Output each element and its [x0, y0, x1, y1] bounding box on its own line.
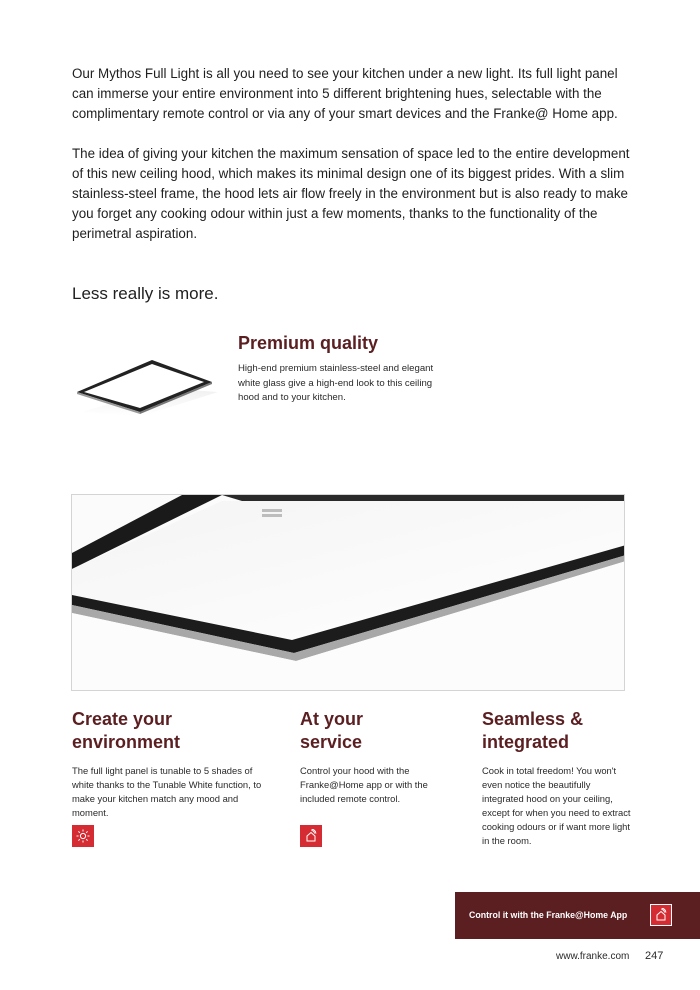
premium-quality-title: Premium quality: [238, 333, 379, 353]
feature-at-your-service: [300, 708, 450, 806]
intro-paragraph-1: Our Mythos Full Light is all you need to see your kitchen under a new light. Its full light panel can immerse your entire environment into 5 different brightening hues, selectable with the complimentary remote control or via any of your smart devices and the Franke@ Home app.: [72, 66, 618, 121]
feature-title-line-2: service: [300, 732, 363, 752]
sun-icon: [72, 825, 94, 847]
premium-quality-text: High-end premium stainless-steel and elegant white glass give a high-end look to this ceiling hood and to your kitchen.: [238, 363, 434, 403]
cta-label: Control it with the Franke@Home App: [469, 910, 628, 920]
feature-text: Cook in total freedom! You won't even notice the beautifully integrated hood on your ceiling, except for when you need to extract cooking odours or if want more light in the room.: [482, 765, 631, 846]
feature-title: [72, 708, 272, 754]
intro-paragraph-2: The idea of giving your kitchen the maximum sensation of space led to the entire development of this new ceiling hood, which makes its minimal design one of its biggest prides. With a slim stainless-steel frame, the hood lets air flow freely in the environment but is also ready to make you forget any cooking odour within just a few moments, thanks to the functionality of the perimetral aspiration.: [72, 146, 630, 241]
intro-text: [72, 64, 632, 264]
footer-url[interactable]: www.franke.com: [556, 951, 630, 962]
remote-control-icon: [300, 825, 322, 847]
feature-title-line-1: Create your: [72, 709, 173, 729]
home-app-icon: [650, 904, 672, 926]
feature-text: The full light panel is tunable to 5 shades of white thanks to the Tunable White function, to make your kitchen match any mood and moment.: [72, 765, 262, 818]
feature-text: Control your hood with the Franke@Home app or with the included remote control.: [300, 765, 428, 804]
tagline: Less really is more.: [72, 284, 219, 303]
feature-title: [300, 708, 450, 754]
feature-title: [482, 708, 642, 754]
ceiling-hood-product-image: [72, 352, 218, 416]
ceiling-hood-closeup-image: [71, 494, 625, 691]
feature-title-line-2: integrated: [482, 732, 570, 752]
feature-title-line-1: Seamless &: [482, 709, 584, 729]
page-number: 247: [645, 950, 664, 962]
feature-title-line-2: environment: [72, 732, 181, 752]
feature-create-environment: [72, 708, 272, 820]
feature-seamless-integrated: [482, 708, 642, 848]
feature-title-line-1: At your: [300, 709, 363, 729]
franke-home-app-banner[interactable]: [455, 892, 700, 939]
